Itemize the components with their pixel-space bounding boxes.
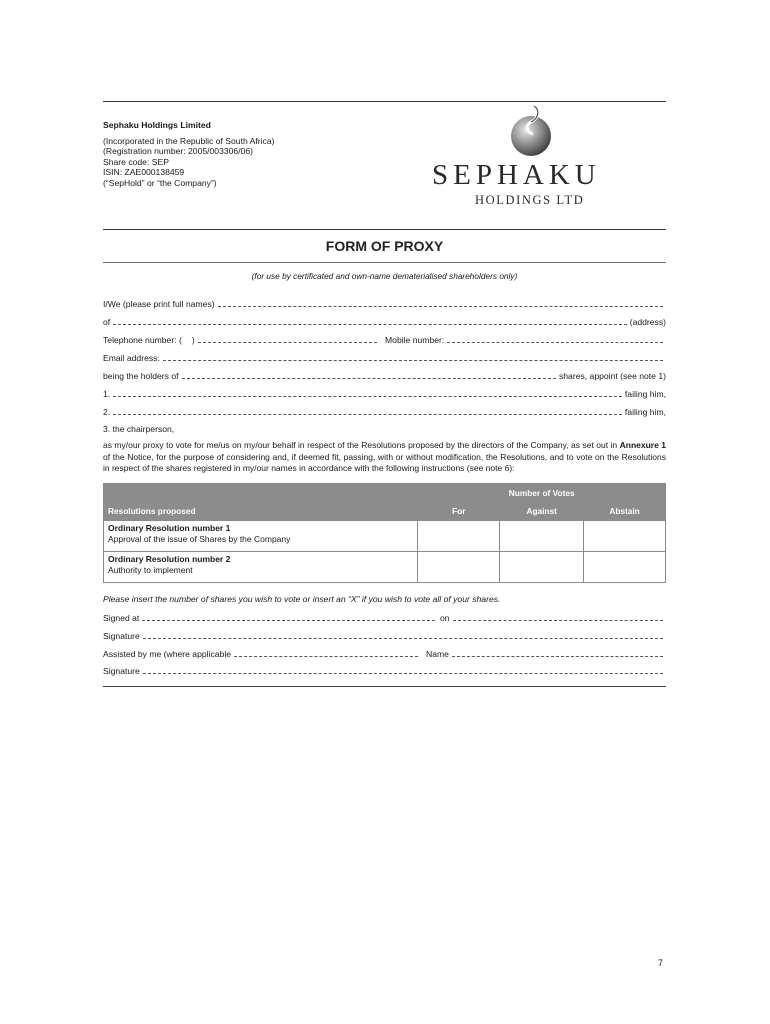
table-row [104, 521, 666, 552]
holders-label: being the holders of [103, 371, 179, 381]
assistant-signature-label: Signature [103, 666, 140, 676]
mobile-field[interactable] [385, 334, 666, 345]
resolution-1-against-cell[interactable] [500, 521, 584, 552]
appoint-label: shares, appoint (see note 1) [558, 371, 666, 381]
share-code: Share code: SEP [103, 156, 169, 167]
resolution-1-description: Approval of the issue of Shares by the Company [108, 534, 291, 544]
mobile-label: Mobile number: [385, 335, 445, 345]
abstain-column-header: Abstain [584, 502, 666, 521]
name-field[interactable] [426, 648, 666, 659]
assisted-by-label: Assisted by me (where applicable [103, 649, 232, 659]
title-rule [103, 262, 666, 263]
resolution-1-abstain-cell[interactable] [584, 521, 666, 552]
votes-table [103, 483, 666, 583]
signature-line[interactable] [143, 638, 663, 639]
form-title: FORM OF PROXY [325, 238, 444, 254]
address-field[interactable] [103, 316, 666, 327]
signed-at-line[interactable] [142, 620, 435, 621]
annexure-reference: Annexure 1 [619, 440, 666, 450]
proxy-1-field[interactable] [103, 388, 666, 399]
for-column-header: For [418, 502, 500, 521]
company-details [103, 120, 275, 189]
full-names-label: I/We (please print full names) [103, 299, 215, 309]
proxy-1-line[interactable] [113, 396, 622, 397]
registration-number: (Registration number: 2005/003306/06) [103, 146, 254, 157]
isin: ISIN: ZAE000138459 [103, 167, 185, 178]
instructions-part-2: of the Notice, for the purpose of considering and, if deemed fit, passing, with or without modification, the Resolutions, and to vote on the Resolutions in respect of the shares registered in my/our names in accordance with the following instructions (see note 6): [103, 451, 666, 474]
shares-count-line[interactable] [182, 378, 556, 379]
signature-label: Signature [103, 631, 140, 641]
resolutions-header: Resolutions proposed [104, 502, 418, 521]
proxy-2-line[interactable] [113, 414, 622, 415]
assistant-signature-line[interactable] [143, 673, 663, 674]
assisted-by-field[interactable] [103, 648, 421, 659]
email-field[interactable] [103, 352, 666, 363]
proxy-instructions [103, 440, 666, 475]
on-label: on [440, 613, 450, 623]
resolution-1-for-cell[interactable] [418, 521, 500, 552]
against-column-header: Against [500, 502, 584, 521]
resolution-2-title: Ordinary Resolution number 2 [108, 554, 231, 564]
assistant-signature-field[interactable] [103, 665, 666, 676]
logo-subtitle: HOLDINGS LTD [475, 193, 585, 207]
resolution-2 [104, 552, 418, 583]
signed-at-field[interactable] [103, 612, 438, 623]
voting-note: Please insert the number of shares you wish to vote or insert an “X” if you wish to vote all of your shares. [103, 594, 501, 604]
name-line[interactable] [452, 656, 663, 657]
logo-wordmark: SEPHAKU [432, 159, 601, 191]
table-header-blank [104, 484, 418, 502]
bottom-rule [103, 686, 666, 687]
holders-field[interactable] [103, 370, 666, 381]
resolution-2-abstain-cell[interactable] [584, 552, 666, 583]
company-alias: (“SepHold” or “the Company”) [103, 177, 217, 188]
instructions-part-1: as my/our proxy to vote for me/us on my/our behalf in respect of the Resolutions proposed by the directors of the Company, as set out in [103, 440, 618, 450]
incorporation-note: (Incorporated in the Republic of South Africa) [103, 135, 275, 146]
failing-him-2: failing him, [624, 407, 666, 417]
form-subtitle: (for use by certificated and own-name dematerialised shareholders only) [251, 271, 518, 281]
signature-field[interactable] [103, 630, 666, 641]
date-line[interactable] [453, 620, 663, 621]
telephone-close: ) [191, 335, 195, 345]
proxy-1-number: 1. [103, 389, 111, 399]
globe-logo-icon [509, 104, 553, 158]
company-name: Sephaku Holdings Limited [103, 120, 211, 130]
resolution-1 [104, 521, 418, 552]
resolution-2-description: Authority to implement [108, 565, 193, 575]
sephaku-logo [432, 104, 622, 209]
failing-him-1: failing him, [624, 389, 666, 399]
resolution-2-against-cell[interactable] [500, 552, 584, 583]
email-line[interactable] [163, 360, 663, 361]
number-of-votes-header: Number of Votes [418, 484, 666, 502]
top-rule [103, 101, 666, 102]
mobile-line[interactable] [447, 342, 663, 343]
telephone-line[interactable] [198, 342, 377, 343]
page-number: 7 [658, 958, 664, 968]
date-field[interactable] [440, 612, 666, 623]
full-names-field[interactable] [103, 298, 666, 309]
signed-at-label: Signed at [103, 613, 140, 623]
address-label: (address) [629, 317, 666, 327]
address-line[interactable] [113, 324, 627, 325]
name-label: Name [426, 649, 449, 659]
proxy-2-field[interactable] [103, 406, 666, 417]
assisted-by-line[interactable] [234, 656, 418, 657]
telephone-field[interactable] [103, 334, 380, 345]
telephone-label: Telephone number: ( [103, 335, 182, 345]
full-names-line[interactable] [218, 306, 663, 307]
proxy-2-number: 2. [103, 407, 111, 417]
resolution-2-for-cell[interactable] [418, 552, 500, 583]
header-rule [103, 229, 666, 230]
table-row [104, 552, 666, 583]
chairperson-option: 3. the chairperson, [103, 424, 175, 434]
email-label: Email address: [103, 353, 160, 363]
resolution-1-title: Ordinary Resolution number 1 [108, 523, 231, 533]
of-label: of [103, 317, 111, 327]
